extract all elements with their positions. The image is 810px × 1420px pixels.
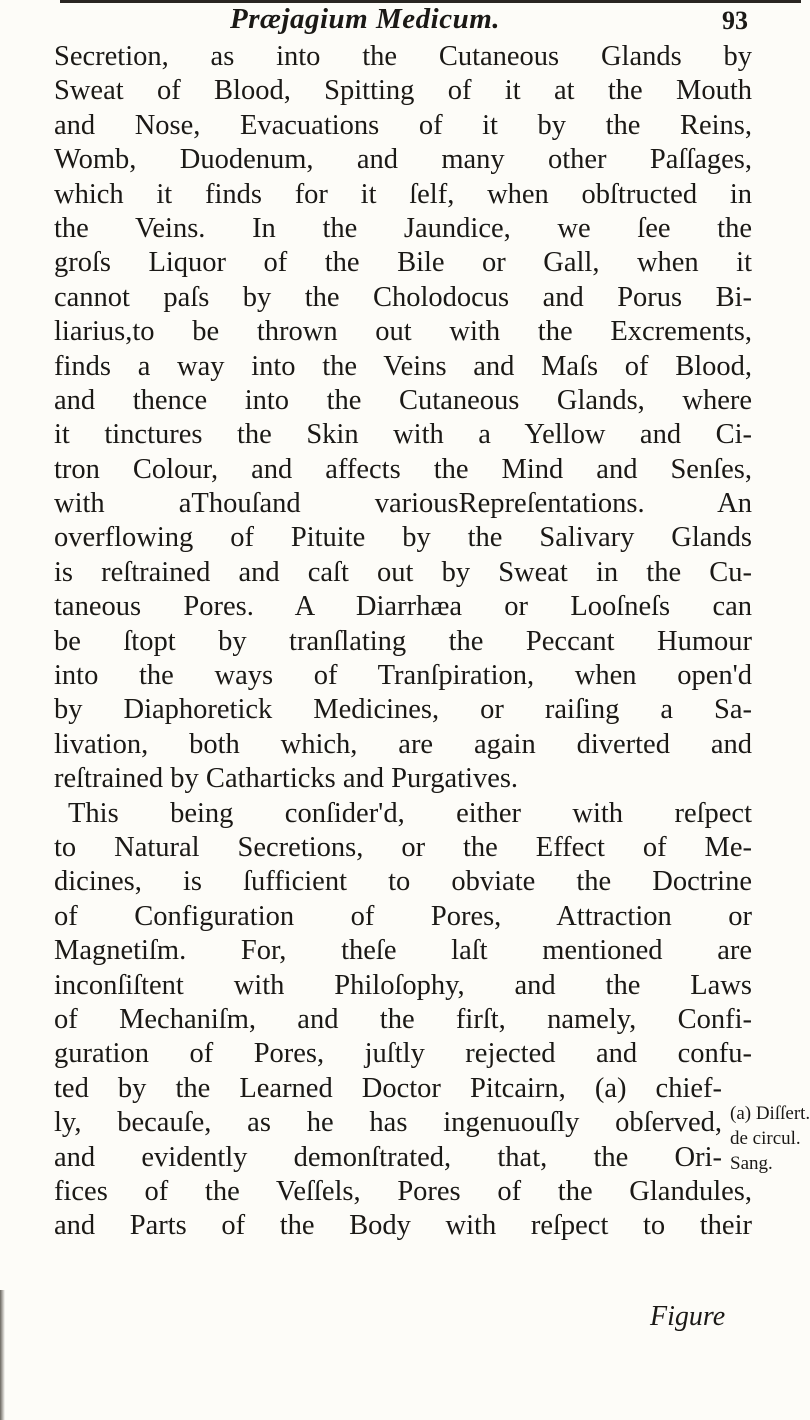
text-line: This being conſider'd, either with reſpect [68, 797, 752, 829]
text-line: finds a way into the Veins and Maſs of Blood, [54, 350, 752, 382]
text-line: and evidently demonſtrated, that, the Ori- [54, 1141, 722, 1173]
text-line: dicines, is ſufficient to obviate the Doctrine [54, 866, 752, 898]
text-line: Womb, Duodenum, and many other Paſſages, [54, 144, 752, 176]
body-text [54, 40, 752, 1244]
page-number: 93 [722, 6, 748, 35]
text-line: which it finds for it ſelf, when obſtructed in [54, 178, 752, 210]
text-line: is reſtrained and caſt out by Sweat in the Cu- [54, 556, 752, 588]
text-line: and Nose, Evacuations of it by the Reins, [54, 109, 752, 141]
catchword: Figure [650, 1301, 726, 1332]
text-line: by Diaphoretick Medicines, or raiſing a Sa- [54, 694, 752, 726]
text-line: inconſiſtent with Philoſophy, and the Laws [54, 969, 752, 1001]
text-line: guration of Pores, juſtly rejected and confu- [54, 1038, 752, 1070]
text-line: cannot paſs by the Cholodocus and Porus Bi- [54, 281, 752, 313]
text-line: Sweat of Blood, Spitting of it at the Mouth [54, 75, 752, 107]
text-line: taneous Pores. A Diarrhæa or Looſneſs can [54, 591, 752, 623]
text-line: livation, both which, are again diverted and [54, 728, 752, 760]
text-line: ted by the Learned Doctor Pitcairn, (a) chief- [54, 1072, 722, 1104]
text-line: and Parts of the Body with reſpect to their [54, 1210, 752, 1242]
text-line: reſtrained by Catharticks and Purgatives. [54, 763, 519, 795]
text-line: fices of the Veſſels, Pores of the Glandules, [54, 1175, 752, 1207]
text-line: to Natural Secretions, or the Effect of Me- [54, 831, 752, 863]
text-line: liarius,to be thrown out with the Excrements, [54, 316, 752, 348]
text-line: it tinctures the Skin with a Yellow and Ci- [54, 419, 752, 451]
text-line: Magnetiſm. For, theſe laſt mentioned are [54, 935, 752, 967]
margin-note: de circul. [730, 1128, 801, 1149]
text-line: Secretion, as into the Cutaneous Glands by [54, 41, 752, 72]
text-line: the Veins. In the Jaundice, we ſee the [54, 212, 752, 244]
margin-note: (a) Diſſert. [730, 1103, 810, 1124]
running-header [0, 4, 801, 34]
page-edge-shadow [0, 1290, 5, 1420]
text-line: of Mechaniſm, and the firſt, namely, Confi- [54, 1003, 752, 1035]
running-title: Præjagium Medicum. [230, 3, 501, 35]
text-line: of Configuration of Pores, Attraction or [54, 900, 752, 932]
text-line: ly, becauſe, as he has ingenuouſly obſerved, [54, 1107, 722, 1139]
text-line: and thence into the Cutaneous Glands, where [54, 384, 752, 416]
text-line: into the ways of Tranſpiration, when open'd [54, 660, 752, 692]
text-line: with aThouſand variousRepreſentations. An [54, 488, 752, 520]
text-line: be ſtopt by tranſlating the Peccant Humour [54, 625, 752, 657]
text-line: overflowing of Pituite by the Salivary Glands [54, 522, 752, 554]
margin-note: Sang. [730, 1153, 773, 1174]
text-line: groſs Liquor of the Bile or Gall, when it [54, 247, 752, 279]
text-line: tron Colour, and affects the Mind and Senſes, [54, 453, 752, 485]
